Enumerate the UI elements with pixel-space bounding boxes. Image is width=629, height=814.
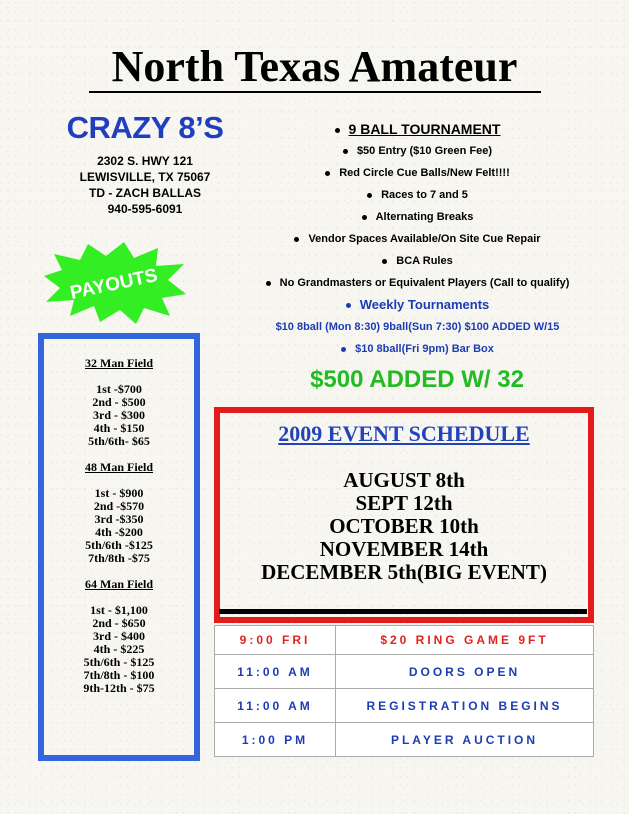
event-schedule-box [214, 407, 594, 623]
payouts-label: PAYOUTS [68, 265, 160, 305]
field-title: 32 Man Field [85, 356, 153, 370]
tournament-heading-item [210, 118, 625, 140]
table-row [215, 689, 594, 723]
schedule-title: 2009 EVENT SCHEDULE [278, 421, 530, 446]
tournament-heading: 9 BALL TOURNAMENT [348, 121, 501, 137]
weekly-line-text: $10 8ball(Fri 9pm) Bar Box [355, 343, 494, 355]
weekly-line [210, 316, 625, 338]
added-money: $500 ADDED W/ 32 [310, 366, 524, 393]
tournament-director: TD - ZACH BALLAS [89, 186, 201, 200]
tournament-info [210, 118, 625, 360]
venue-address-line2: LEWISVILLE, TX 75067 [79, 170, 211, 184]
payout-place: 4th - $150 [93, 421, 145, 435]
payout-place: 3rd - $300 [93, 408, 145, 422]
schedule-date: DECEMBER 5th(BIG EVENT) [261, 560, 547, 584]
detail-text: BCA Rules [396, 255, 453, 267]
detail-text: No Grandmasters or Equivalent Players (Call to qualify) [279, 277, 570, 289]
event-name: PLAYER AUCTION [336, 723, 594, 757]
payout-list [44, 383, 194, 448]
detail-item [210, 228, 625, 250]
detail-text: Races to 7 and 5 [381, 189, 468, 201]
payout-box [38, 333, 200, 761]
detail-text: Vendor Spaces Available/On Site Cue Repair [308, 233, 541, 245]
event-name: REGISTRATION BEGINS [336, 689, 594, 723]
venue-name: CRAZY 8’S [66, 110, 224, 145]
event-time: 9:00 FRI [215, 626, 336, 655]
payout-place: 1st - $900 [94, 486, 144, 500]
schedule-date: SEPT 12th [355, 491, 453, 515]
bullet-icon [367, 193, 372, 198]
schedule-date: OCTOBER 10th [329, 514, 479, 538]
payout-place: 1st - $1,100 [90, 603, 148, 617]
weekly-heading-item [210, 294, 625, 316]
payout-place: 5th/6th - $125 [83, 655, 155, 669]
table-row [215, 655, 594, 689]
event-day-table [214, 625, 594, 757]
detail-item [210, 250, 625, 272]
field-title: 48 Man Field [85, 460, 153, 474]
schedule-divider-bar [219, 609, 587, 614]
detail-item [210, 140, 625, 162]
field-title: 64 Man Field [85, 577, 153, 591]
table-row [215, 723, 594, 757]
payout-place: 7th/8th -$75 [88, 551, 150, 565]
weekly-line [210, 338, 625, 360]
bullet-icon [341, 347, 346, 352]
schedule-date: NOVEMBER 14th [319, 537, 489, 561]
payout-place: 3rd -$350 [94, 512, 144, 526]
bullet-icon [266, 281, 271, 286]
weekly-line-text: $10 8ball (Mon 8:30) 9ball(Sun 7:30) $100 ADDED W/15 [275, 321, 560, 333]
detail-text: Alternating Breaks [375, 211, 474, 223]
bullet-icon [335, 128, 340, 133]
payouts-burst-badge [40, 240, 188, 324]
bullet-icon [382, 259, 387, 264]
bullet-icon [346, 303, 351, 308]
bullet-icon [343, 149, 348, 154]
detail-item [210, 162, 625, 184]
payout-place: 2nd -$570 [93, 499, 145, 513]
venue-phone: 940-595-6091 [107, 202, 183, 216]
detail-text: Red Circle Cue Balls/New Felt!!!! [339, 167, 510, 179]
payout-place: 2nd - $650 [92, 616, 146, 630]
payout-place: 1st -$700 [96, 382, 142, 396]
bullet-icon [294, 237, 299, 242]
event-name: DOORS OPEN [336, 655, 594, 689]
payout-place: 2nd - $500 [92, 395, 146, 409]
event-time: 11:00 AM [215, 689, 336, 723]
payout-place: 4th -$200 [95, 525, 143, 539]
venue-address-line1: 2302 S. HWY 121 [97, 154, 193, 168]
payout-place: 9th-12th - $75 [83, 681, 155, 695]
payout-list [44, 604, 194, 695]
payout-place: 5th/6th- $65 [88, 434, 150, 448]
weekly-heading: Weekly Tournaments [359, 297, 490, 312]
schedule-date: AUGUST 8th [343, 468, 465, 492]
page-title: North Texas Amateur [111, 42, 518, 91]
event-time: 1:00 PM [215, 723, 336, 757]
table-row [215, 626, 594, 655]
payout-place: 5th/6th -$125 [85, 538, 153, 552]
title-underline [89, 91, 541, 93]
bullet-icon [325, 171, 330, 176]
event-time: 11:00 AM [215, 655, 336, 689]
payout-list [44, 487, 194, 565]
detail-item [210, 272, 625, 294]
bullet-icon [362, 215, 367, 220]
detail-item [210, 184, 625, 206]
payout-place: 3rd - $400 [93, 629, 145, 643]
payout-place: 4th - $225 [93, 642, 145, 656]
detail-text: $50 Entry ($10 Green Fee) [356, 145, 493, 157]
payout-place: 7th/8th - $100 [83, 668, 155, 682]
schedule-dates [220, 469, 588, 584]
detail-item [210, 206, 625, 228]
event-name: $20 RING GAME 9FT [336, 626, 594, 655]
